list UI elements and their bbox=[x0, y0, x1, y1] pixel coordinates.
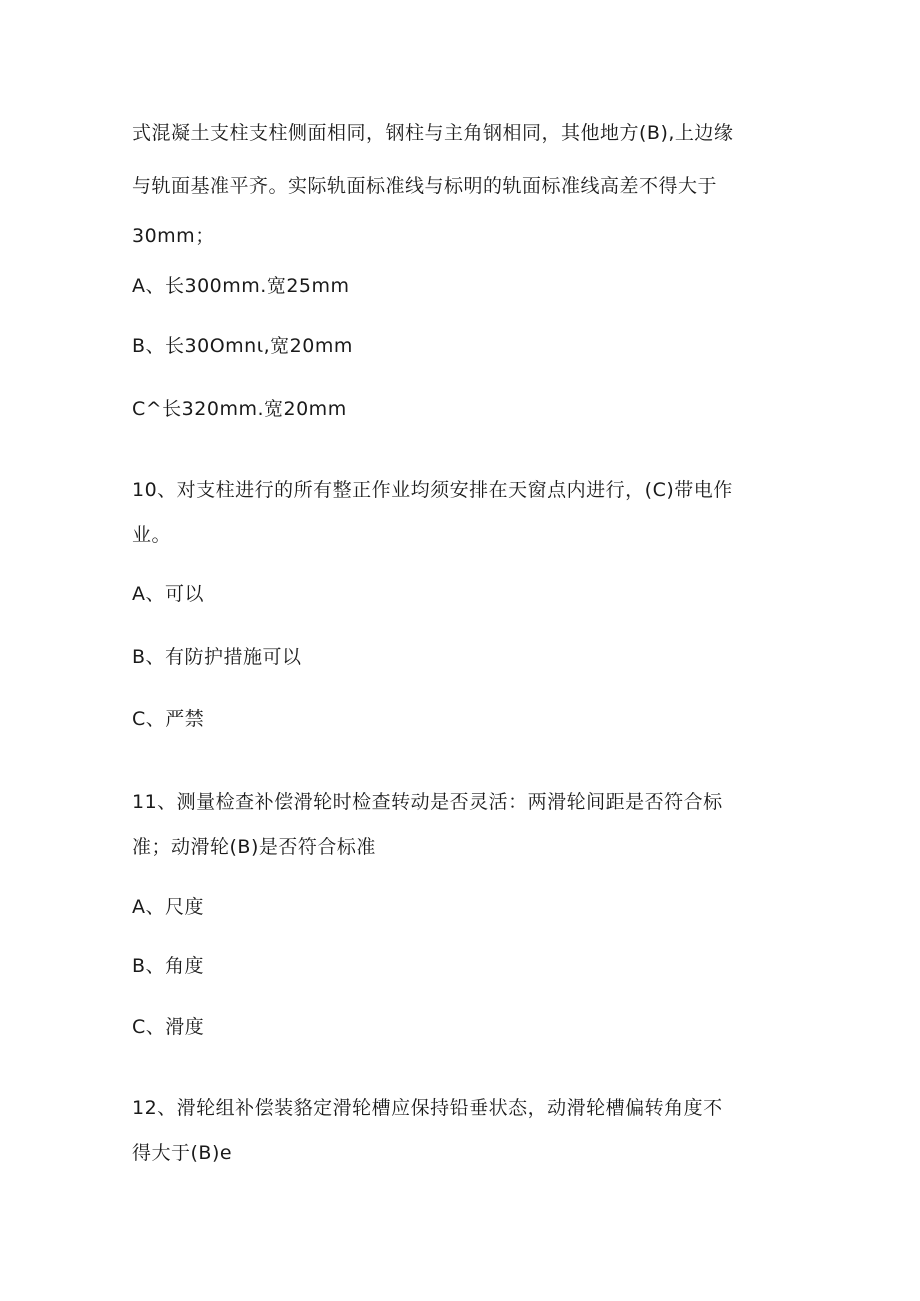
intro-option-a: A、长300mm.宽25mm bbox=[132, 275, 350, 297]
question-12-line-2: 得大于(B)e bbox=[132, 1142, 233, 1164]
question-11-option-b: B、角度 bbox=[132, 955, 205, 977]
question-10-line-2: 业。 bbox=[132, 524, 172, 546]
intro-option-b: B、长30Omnι,宽20mm bbox=[132, 335, 353, 357]
question-10-option-c: C、严禁 bbox=[132, 708, 205, 730]
intro-text-line-2: 与轨面基准平齐。实际轨面标准线与标明的轨面标准线高差不得大于 bbox=[132, 175, 718, 197]
question-11-line-2: 准；动滑轮(B)是否符合标准 bbox=[132, 836, 376, 858]
question-11-line-1: 11、测量检查补偿滑轮时检查转动是否灵活：两滑轮间距是否符合标 bbox=[132, 791, 723, 813]
question-12-line-1: 12、滑轮组补偿装貉定滑轮槽应保持铅垂状态，动滑轮槽偏转角度不 bbox=[132, 1097, 723, 1119]
intro-text-line-1: 式混凝土支柱支柱侧面相同，钢柱与主角钢相同，其他地方(B),上边缘 bbox=[132, 122, 734, 144]
question-11-option-a: A、尺度 bbox=[132, 896, 204, 918]
intro-text-line-3: 30mm； bbox=[132, 225, 215, 247]
question-10-line-1: 10、对支柱进行的所有整正作业均须安排在天窗点内进行，(C)带电作 bbox=[132, 479, 733, 501]
question-10-option-a: A、可以 bbox=[132, 583, 204, 605]
question-10-option-b: B、有防护措施可以 bbox=[132, 646, 302, 668]
question-11-option-c: C、滑度 bbox=[132, 1016, 205, 1038]
intro-option-c: C^长320mm.宽20mm bbox=[132, 398, 347, 420]
